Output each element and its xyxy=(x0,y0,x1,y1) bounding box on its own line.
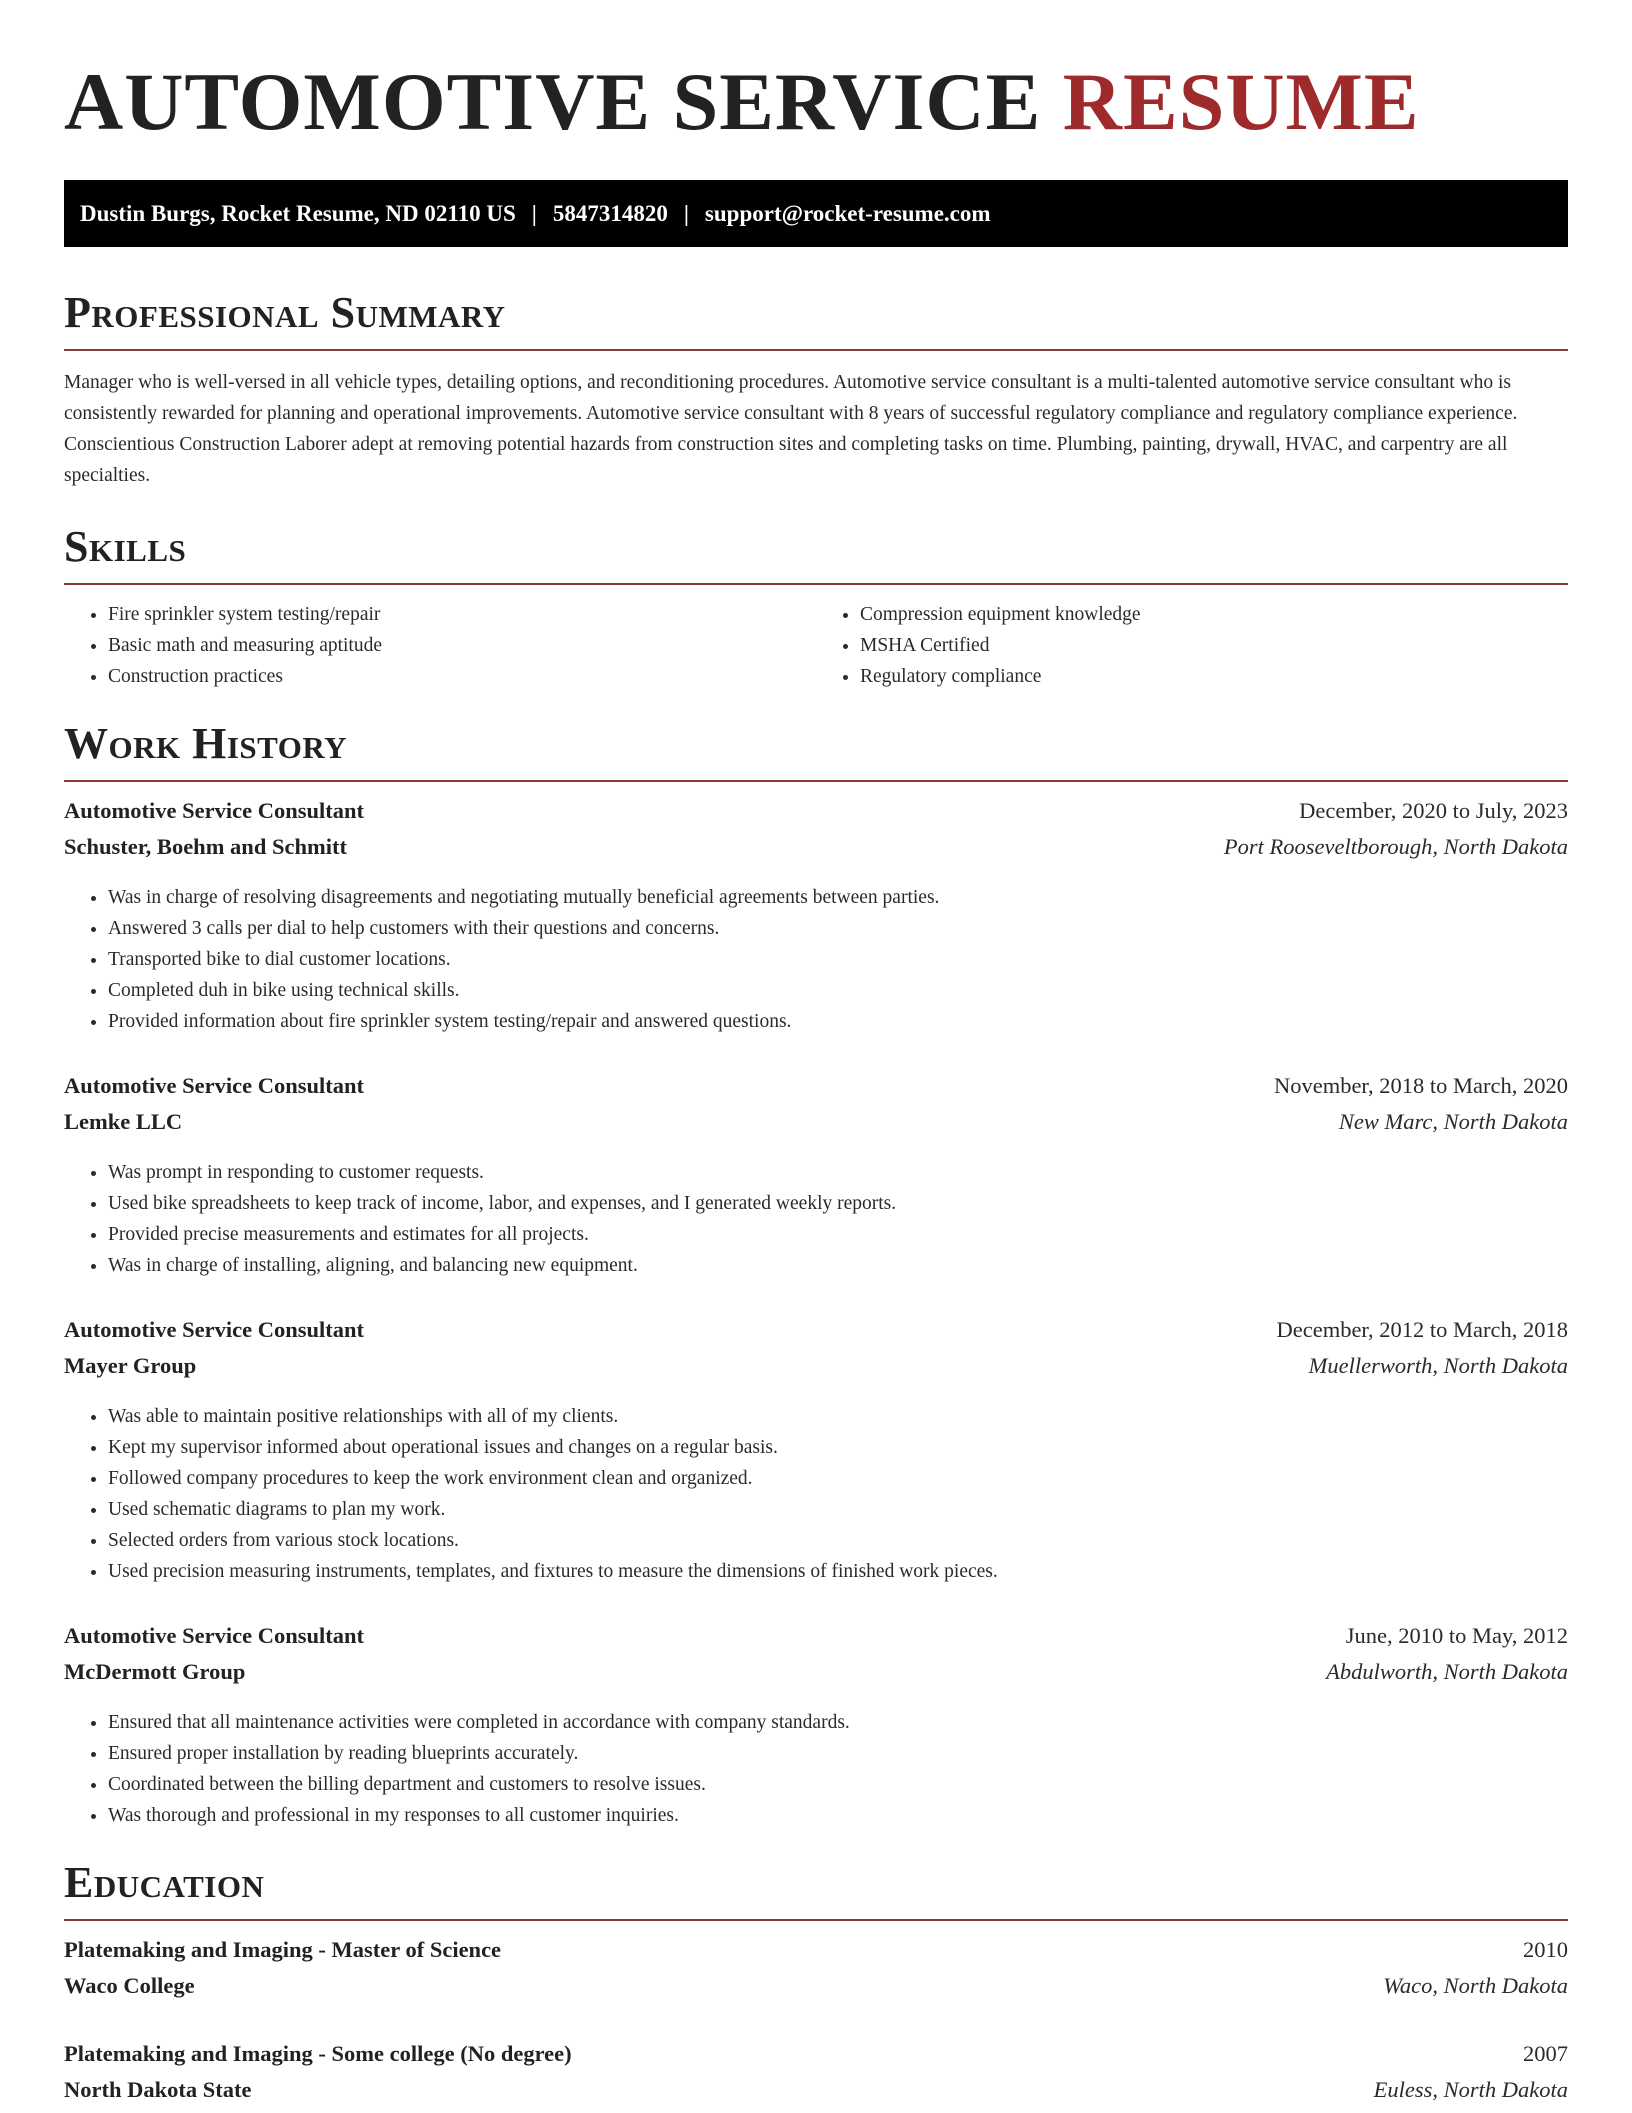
job-bullet: • Ensured that all maintenance activities were completed in accordance with company standards. xyxy=(108,1707,1568,1738)
skill-item: • Basic math and measuring aptitude xyxy=(108,630,816,661)
education-entry xyxy=(64,1937,1568,2009)
education-location: Euless, North Dakota xyxy=(1373,2077,1568,2102)
skills-heading: Skills xyxy=(64,521,1568,585)
job-title: Automotive Service Consultant xyxy=(64,1623,364,1648)
contact-bar xyxy=(64,180,1568,247)
education-degree: Platemaking and Imaging - Some college (No degree) xyxy=(64,2041,572,2066)
job-entry xyxy=(64,1073,1568,1281)
job-title: Automotive Service Consultant xyxy=(64,1317,364,1342)
job-bullet: • Was in charge of resolving disagreements and negotiating mutually beneficial agreements between parties. xyxy=(108,882,1568,913)
work-history-section xyxy=(64,718,1568,1831)
skill-item: • Fire sprinkler system testing/repair xyxy=(108,599,816,630)
contact-email: support@rocket-resume.com xyxy=(704,200,991,226)
work-history-heading: Work History xyxy=(64,718,1568,782)
skills-list-left xyxy=(64,599,816,692)
education-year: 2010 xyxy=(1523,1937,1568,1962)
skills-section xyxy=(64,521,1568,692)
summary-section xyxy=(64,287,1568,491)
education-heading: Education xyxy=(64,1857,1568,1921)
education-school: North Dakota State xyxy=(64,2077,252,2102)
skills-grid xyxy=(64,599,1568,692)
job-bullet: • Completed duh in bike using technical skills. xyxy=(108,975,1568,1006)
summary-heading: Professional Summary xyxy=(64,287,1568,351)
education-degree: Platemaking and Imaging - Master of Science xyxy=(64,1937,502,1962)
job-bullets xyxy=(64,1157,1568,1281)
title-main: AUTOMOTIVE SERVICE xyxy=(64,56,1042,147)
education-section xyxy=(64,1857,1568,2113)
contact-separator: | xyxy=(683,200,689,226)
contact-separator: | xyxy=(531,200,537,226)
job-company: Schuster, Boehm and Schmitt xyxy=(64,834,347,859)
skill-item: • Regulatory compliance xyxy=(860,661,1568,692)
job-bullet: • Transported bike to dial customer locations. xyxy=(108,944,1568,975)
job-bullets xyxy=(64,1707,1568,1831)
job-bullets xyxy=(64,882,1568,1037)
job-location: Port Rooseveltborough, North Dakota xyxy=(1223,834,1568,859)
job-location: New Marc, North Dakota xyxy=(1338,1109,1568,1134)
job-bullet: • Kept my supervisor informed about operational issues and changes on a regular basis. xyxy=(108,1432,1568,1463)
contact-address: Dustin Burgs, Rocket Resume, ND 02110 US xyxy=(80,200,516,226)
job-bullet: • Provided information about fire sprinkler system testing/repair and answered questions. xyxy=(108,1006,1568,1037)
job-location: Abdulworth, North Dakota xyxy=(1326,1659,1568,1684)
skill-item: • Construction practices xyxy=(108,661,816,692)
job-bullet: • Ensured proper installation by reading blueprints accurately. xyxy=(108,1738,1568,1769)
job-location: Muellerworth, North Dakota xyxy=(1308,1353,1568,1378)
job-dates: December, 2012 to March, 2018 xyxy=(1276,1317,1568,1342)
job-company: Mayer Group xyxy=(64,1353,197,1378)
job-title: Automotive Service Consultant xyxy=(64,1073,364,1098)
job-bullet: • Was prompt in responding to customer requests. xyxy=(108,1157,1568,1188)
summary-text: Manager who is well-versed in all vehicle types, detailing options, and reconditioning procedures. Automotive service consultant is a multi-talented automotive service consultant who is consistently rewarded for planning and operational improvements. Automotive service consultant with 8 years of successful regulatory compliance and regulatory compliance experience. Conscientious Construction Laborer adept at removing potential hazards from construction sites and completing tasks on time. Plumbing, painting, drywall, HVAC, and carpentry are all specialties. xyxy=(64,372,1518,486)
job-bullets xyxy=(64,1401,1568,1587)
education-school: Waco College xyxy=(64,1973,195,1998)
job-bullet: • Used schematic diagrams to plan my work. xyxy=(108,1494,1568,1525)
job-company: McDermott Group xyxy=(64,1659,246,1684)
job-dates: December, 2020 to July, 2023 xyxy=(1299,798,1568,823)
job-bullet: • Used bike spreadsheets to keep track of income, labor, and expenses, and I generated weekly reports. xyxy=(108,1188,1568,1219)
job-bullet: • Answered 3 calls per dial to help customers with their questions and concerns. xyxy=(108,913,1568,944)
job-bullet: • Coordinated between the billing department and customers to resolve issues. xyxy=(108,1769,1568,1800)
job-dates: November, 2018 to March, 2020 xyxy=(1273,1073,1568,1098)
job-entry xyxy=(64,1317,1568,1587)
title-accent: RESUME xyxy=(1062,56,1420,147)
job-bullet: • Was thorough and professional in my responses to all customer inquiries. xyxy=(108,1800,1568,1831)
contact-phone: 5847314820 xyxy=(552,200,668,226)
resume-title xyxy=(64,52,1568,152)
job-dates: June, 2010 to May, 2012 xyxy=(1345,1623,1568,1648)
job-bullet: • Was able to maintain positive relationships with all of my clients. xyxy=(108,1401,1568,1432)
job-bullet: • Followed company procedures to keep the work environment clean and organized. xyxy=(108,1463,1568,1494)
job-bullet: • Provided precise measurements and estimates for all projects. xyxy=(108,1219,1568,1250)
education-location: Waco, North Dakota xyxy=(1383,1973,1568,1998)
job-entry xyxy=(64,1623,1568,1831)
education-entry xyxy=(64,2041,1568,2113)
job-company: Lemke LLC xyxy=(64,1109,183,1134)
skills-list-right xyxy=(816,599,1568,692)
job-bullet: • Used precision measuring instruments, templates, and fixtures to measure the dimensions of finished work pieces. xyxy=(108,1556,1568,1587)
job-bullet: • Was in charge of installing, aligning, and balancing new equipment. xyxy=(108,1250,1568,1281)
job-title: Automotive Service Consultant xyxy=(64,798,364,823)
job-entry xyxy=(64,798,1568,1037)
education-year: 2007 xyxy=(1523,2041,1568,2066)
skill-item: • Compression equipment knowledge xyxy=(860,599,1568,630)
job-bullet: • Selected orders from various stock locations. xyxy=(108,1525,1568,1556)
skill-item: • MSHA Certified xyxy=(860,630,1568,661)
